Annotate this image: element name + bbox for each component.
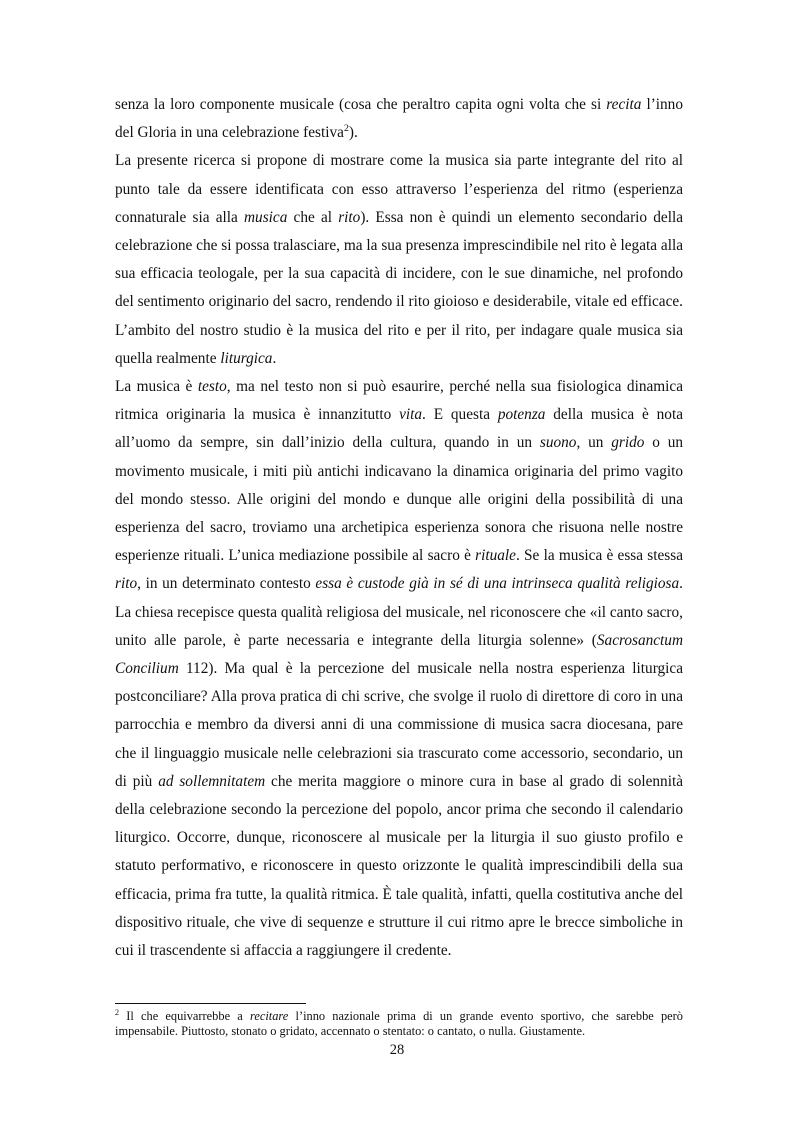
paragraph-1: senza la loro componente musicale (cosa che peraltro capita ogni volta che si recita l’inno del Gloria in una celebrazione festiva$^2$).	[115, 96, 683, 142]
paragraph-2: La presente ricerca si propone di mostrare come la musica sia parte integrante del rito al punto tale da essere identificata con esso attraverso l’esperienza del ritmo (esperienza connaturale sia alla musica che al rito). Essa non è quindi un elemento secondario della celebrazione che si possa tralasciare, ma la sua presenza imprescindibile nel rito è legata alla sua efficacia teologale, per la sua capacità di incidere, con le sue dinamiche, nel profondo del sentimento originario del sacro, rendendo il rito gioioso e desiderabile, vitale ed efficace. L’ambito del nostro studio è la musica del rito e per il rito, per indagare quale musica sia quella realmente liturgica.	[115, 152, 683, 367]
footnote-separator	[115, 1003, 306, 1004]
footnote-reference: 2	[343, 123, 349, 135]
footnote-marker: 2	[115, 1007, 120, 1017]
paragraph-3: La musica è testo, ma nel testo non si può esaurire, perché nella sua fisiologica dinamica ritmica originaria la musica è innanzitutto vita. E questa potenza della musica è nota all’uomo da sempre, sin dall’inizio della cultura, quando in un suono, un grido o un movimento musicale, i miti più antichi indicavano la dinamica originaria del primo vagito del mondo stesso. Alle origini del mondo e dunque alle origini della possibilità di una esperienza del sacro, troviamo una archetipica esperienza sonora che risuona nelle nostre esperienze rituali. L’unica mediazione possibile al sacro è rituale. Se la musica è essa stessa rito, in un determinato contesto essa è custode già in sé di una intrinseca qualità religiosa. La chiesa recepisce questa qualità religiosa del musicale, nel riconoscere che «il canto sacro, unito alle parole, è parte necessaria e integrante della liturgia solenne» (Sacrosanctum Concilium 112). Ma qual è la percezione del musicale nella nostra esperienza liturgica postconciliare? Alla prova pratica di chi scrive, che svolge il ruolo di direttore di coro in una parrocchia e membro da diversi anni di una commissione di musica sacra diocesana, pare che il linguaggio musicale nelle celebrazioni sia trascurato come accessorio, secondario, un di più ad sollemnitatem che merita maggiore o minore cura in base al grado di solennità della celebrazione secondo la percezione del popolo, ancor prima che secondo il calendario liturgico. Occorre, dunque, riconoscere al musicale per la liturgia il suo giusto profilo e statuto performativo, e riconoscere in questo orizzonte le qualità imprescindibili della sua efficacia, prima fra tutte, la qualità ritmica. È tale qualità, infatti, quella costitutiva anche del dispositivo rituale, che vive di sequenze e strutture il cui ritmo apre le brecce simboliche in cui il trascendente si affaccia a raggiungere il credente.	[115, 378, 683, 960]
body-text	[115, 91, 683, 965]
footnote: $^2$ Il che equivarrebbe a recitare l’inno nazionale prima di un grande evento sportivo, che sarebbe però impensabile. Piuttosto, stonato o gridato, accennato o stentato: o cantato, o nulla. Giustamente.	[115, 1007, 684, 1038]
page-number: 28	[389, 1042, 405, 1058]
